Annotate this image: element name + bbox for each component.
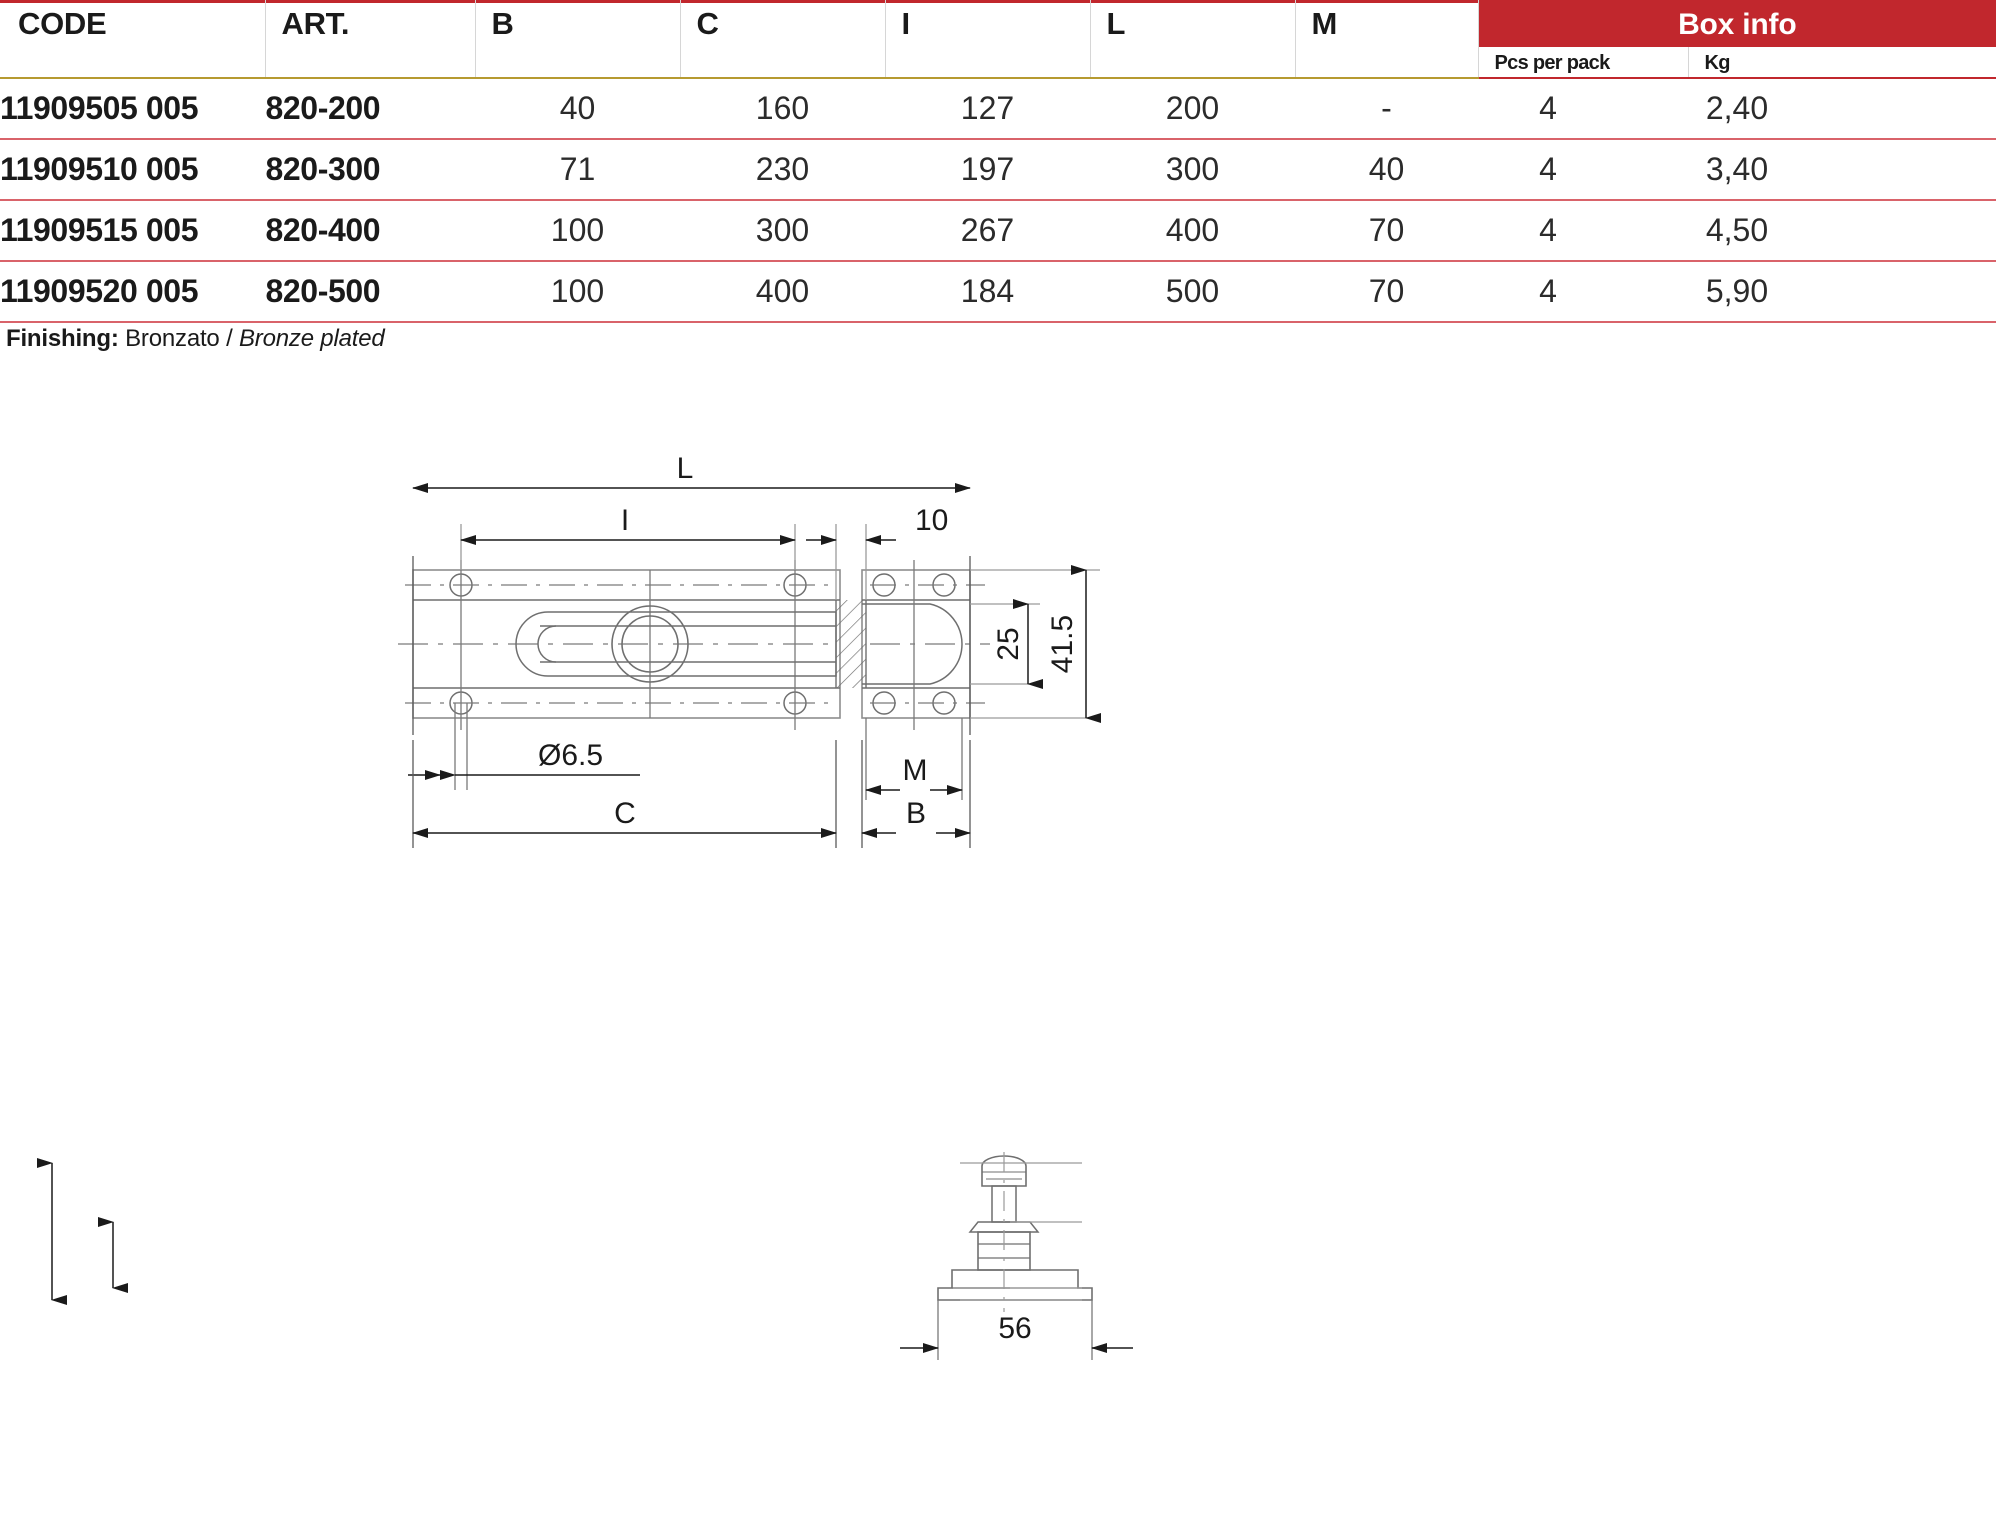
cell-m: 70 — [1295, 200, 1478, 261]
column-header-i: I — [885, 0, 1090, 77]
dimension-16-5 — [113, 1222, 1105, 1540]
cell-m: - — [1295, 78, 1478, 139]
cell-kg: 2,40 — [1688, 78, 1996, 139]
cell-l: 400 — [1090, 200, 1295, 261]
table-row — [0, 200, 1996, 261]
dimension-label-10: 10 — [915, 504, 949, 537]
cell-i: 184 — [885, 261, 1090, 322]
cell-i: 197 — [885, 139, 1090, 200]
cell-c: 400 — [680, 261, 885, 322]
column-header-m: M — [1295, 0, 1478, 77]
cell-b: 40 — [475, 78, 680, 139]
column-header-art: ART. — [265, 0, 475, 77]
cell-m: 70 — [1295, 261, 1478, 322]
cell-m: 40 — [1295, 139, 1478, 200]
dimension-L — [413, 452, 970, 735]
finishing-label: Finishing: — [6, 325, 119, 352]
specification-table — [0, 0, 1996, 323]
table-row — [0, 78, 1996, 139]
cell-i: 267 — [885, 200, 1090, 261]
dimension-M — [866, 718, 962, 800]
bolt-keeper-outline — [862, 570, 970, 718]
cell-c: 230 — [680, 139, 885, 200]
dimension-label-B: B — [905, 797, 927, 830]
dimension-41-5 — [970, 570, 1100, 718]
cell-art: 820-300 — [265, 139, 475, 200]
column-header-c: C — [680, 0, 885, 77]
column-header-b: B — [475, 0, 680, 77]
dimension-label-hole: Ø6.5 — [538, 739, 604, 772]
dimension-C — [413, 740, 836, 848]
cell-pcs: 4 — [1478, 78, 1688, 139]
dimension-label-C: C — [614, 797, 636, 830]
bolt-knob-circles — [612, 606, 688, 682]
cell-l: 500 — [1090, 261, 1295, 322]
cell-l: 300 — [1090, 139, 1295, 200]
cell-b: 100 — [475, 261, 680, 322]
dimension-label-25: 25 — [992, 627, 1025, 661]
bolt-shank-slot — [516, 612, 836, 676]
dimension-label-56: 56 — [998, 1312, 1032, 1345]
cell-art: 820-400 — [265, 200, 475, 261]
column-header-kg: Kg — [1704, 52, 1730, 74]
side-elevation-detail — [938, 1152, 1092, 1312]
dimension-25 — [970, 604, 1040, 684]
centre-tick — [461, 560, 914, 730]
dimension-56 — [900, 1300, 1133, 1360]
cell-kg: 3,40 — [1688, 139, 1996, 200]
dimension-hole-diameter — [408, 703, 640, 790]
cell-code: 11909510 005 — [0, 139, 265, 200]
cell-art: 820-200 — [265, 78, 475, 139]
cell-b: 71 — [475, 139, 680, 200]
table-row — [0, 261, 1996, 322]
finishing-value-en: Bronze plated — [239, 325, 385, 352]
table-row — [0, 139, 1996, 200]
cell-code: 11909515 005 — [0, 200, 265, 261]
bolt-shank-section — [836, 600, 866, 688]
cell-c: 160 — [680, 78, 885, 139]
dimension-B — [862, 740, 970, 848]
dimension-label-M: M — [902, 754, 928, 787]
column-header-pcs-per-pack: Pcs per pack — [1478, 47, 1688, 77]
cell-art: 820-500 — [265, 261, 475, 322]
finishing-value-it: Bronzato — [125, 325, 220, 352]
finishing-note — [6, 325, 385, 353]
cell-l: 200 — [1090, 78, 1295, 139]
cell-pcs: 4 — [1478, 139, 1688, 200]
dimension-label-41-5: 41.5 — [1046, 614, 1079, 674]
cell-code: 11909505 005 — [0, 78, 265, 139]
box-info-header: Box info — [1478, 0, 1996, 47]
bolt-body-outline — [413, 570, 840, 718]
dimension-label-L: L — [676, 452, 694, 485]
cell-kg: 5,90 — [1688, 261, 1996, 322]
column-header-l: L — [1090, 0, 1295, 77]
cell-kg: 4,50 — [1688, 200, 1996, 261]
table-header-row — [0, 0, 1996, 47]
dimension-label-I: I — [620, 504, 630, 537]
cell-code: 11909520 005 — [0, 261, 265, 322]
cell-pcs: 4 — [1478, 261, 1688, 322]
screw-hole — [450, 574, 806, 714]
cell-i: 127 — [885, 78, 1090, 139]
cell-c: 300 — [680, 200, 885, 261]
cell-pcs: 4 — [1478, 200, 1688, 261]
column-header-code: CODE — [0, 0, 265, 77]
dimension-38-5 — [52, 1163, 1082, 1540]
cell-b: 100 — [475, 200, 680, 261]
dimension-I — [461, 504, 795, 570]
finishing-separator: / — [226, 325, 233, 352]
dimension-10 — [806, 504, 948, 600]
screw-hole — [873, 574, 955, 714]
